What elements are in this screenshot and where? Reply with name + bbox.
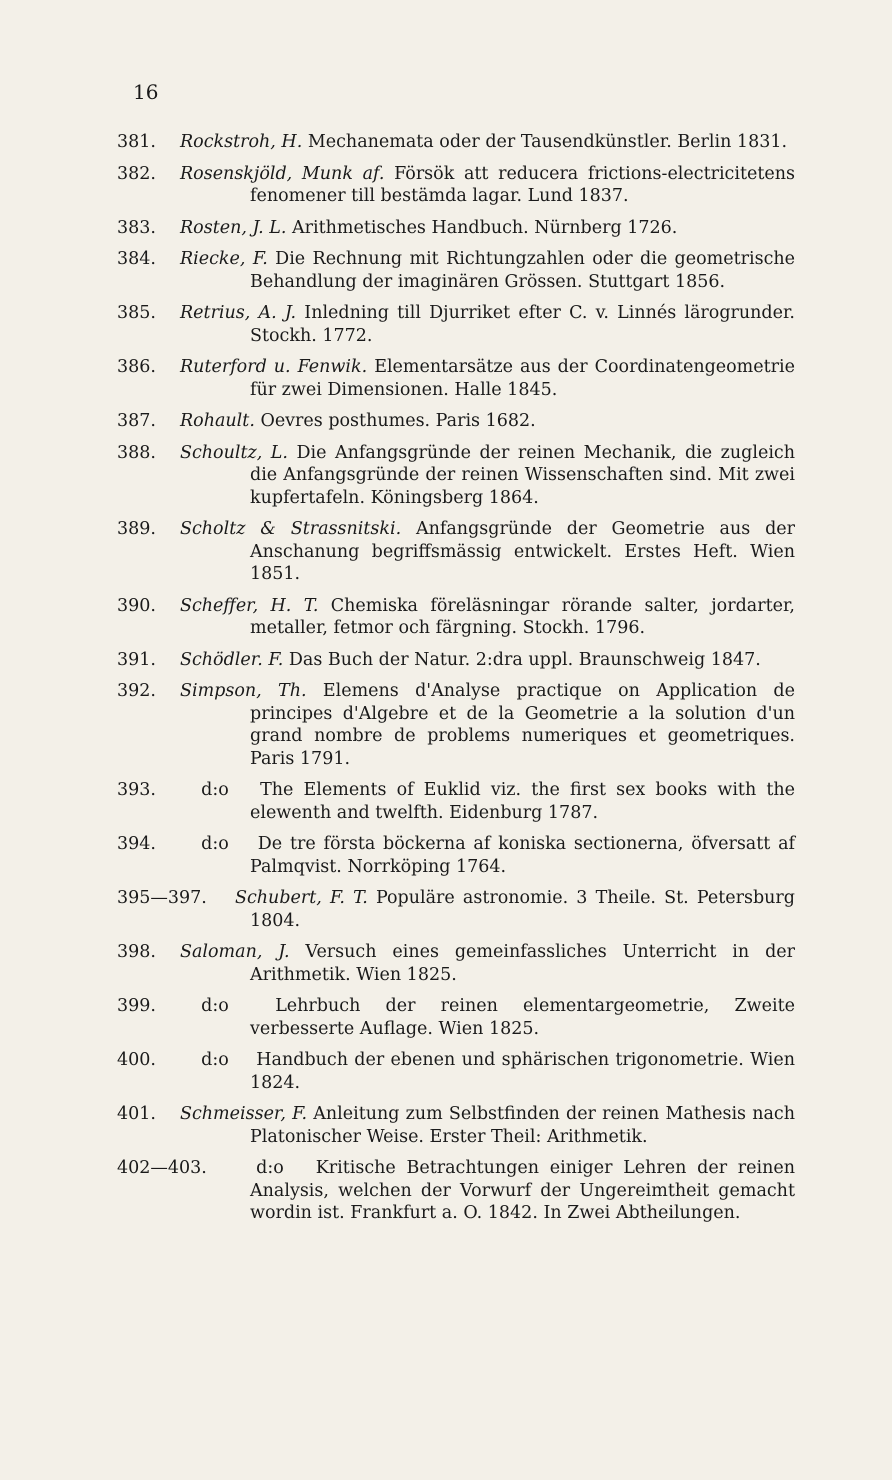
page-number: 16 [133, 80, 159, 104]
entry-number: 385. [117, 303, 156, 323]
entry-number: 384. [117, 249, 156, 269]
entry-author: Schödler. F. [180, 649, 284, 670]
entry-body [201, 833, 795, 878]
entry-author: Schmeisser, F. [180, 1104, 308, 1124]
entry-title: De tre första böckerna af koniska sectionerna, öfversatt af Palmqvist. Norrköping 1764. [250, 834, 795, 877]
entry-title: Die Rechnung mit Richtungzahlen oder die geometrische Behandlung der imaginären Grössen. Stuttgart 1856. [250, 249, 795, 292]
entry-number: 393. [117, 780, 156, 800]
list-item [0, 131, 892, 154]
list-item [0, 410, 892, 433]
entry-body [235, 887, 795, 932]
entry-number: 382. [117, 163, 156, 184]
entry-number: 390. [117, 595, 156, 616]
entry-body [180, 248, 795, 293]
entry-author: Rohault. [180, 411, 255, 431]
entry-number: 388. [117, 442, 156, 463]
entry-title: Die Anfangsgründe der reinen Mechanik, die zugleich die Anfangsgründe der reinen Wissenschaften sind. Mit zwei kupfertafeln. Köningsberg 1864. [250, 442, 795, 508]
list-item [0, 1049, 892, 1094]
entry-body [180, 356, 795, 401]
entry-title: Kritische Betrachtungen einiger Lehren der reinen Analysis, welchen der Vorwurf der Ungereimtheit gemacht wordin ist. Frankfurt a. O. 1842. In Zwei Abtheilungen. [250, 1158, 795, 1223]
entry-number: 398. [117, 942, 156, 962]
entry-body [201, 779, 795, 824]
list-item [0, 779, 892, 824]
entry-number: 387. [117, 411, 156, 431]
entry-author: Ruterford u. Fenwik. [180, 357, 368, 377]
entry-title: Mechanemata oder der Tausendkünstler. Berlin 1831. [307, 132, 788, 152]
entry-title: Lehrbuch der reinen elementargeometrie, Zweite verbesserte Auflage. Wien 1825. [250, 996, 795, 1039]
entry-title: The Elements of Euklid viz. the first sex books with the elewenth and twelfth. Eidenburg 1787. [250, 780, 795, 823]
list-item [0, 995, 892, 1040]
entry-list [0, 131, 892, 1234]
entry-body [180, 410, 795, 433]
entry-number: 401. [117, 1104, 156, 1124]
entry-body [180, 217, 795, 240]
entry-number: 381. [117, 132, 156, 152]
list-item [0, 356, 892, 401]
entry-ditto: d:o [201, 1050, 229, 1070]
list-item [0, 163, 892, 208]
entry-title: Elemens d'Analyse practique on Application de principes d'Algebre et de la Geometrie a la solution d'un grand nombre de problems numeriques et geometriques. Paris 1791. [250, 681, 795, 769]
entry-number: 399. [117, 996, 156, 1016]
entry-ditto: d:o [201, 834, 229, 854]
entry-title: Försök att reducera frictions-electricitetens fenomener till bestämda lagar. Lund 1837. [250, 163, 795, 206]
entry-author: Rosten, J. L. [180, 217, 287, 238]
entry-number: 395—397. [117, 888, 207, 908]
entry-number: 389. [117, 519, 156, 539]
list-item [0, 302, 892, 347]
entry-author: Scholtz & Strassnitski. [180, 519, 402, 539]
entry-body [180, 649, 795, 672]
entry-author: Rockstroh, H. [180, 132, 303, 152]
list-item [0, 217, 892, 240]
entry-body [250, 1157, 795, 1225]
entry-author: Scheffer, H. T. [180, 595, 319, 616]
entry-number: 392. [117, 681, 156, 701]
entry-body [180, 163, 795, 208]
entry-body [180, 680, 795, 770]
entry-author: Schoultz, L. [180, 442, 288, 463]
entry-title: Populäre astronomie. 3 Theile. St. Petersburg 1804. [250, 888, 795, 931]
list-item [0, 887, 892, 932]
entry-body [180, 1103, 795, 1148]
entry-body [201, 995, 795, 1040]
entry-number: 383. [117, 217, 156, 238]
entry-title: Elementarsätze aus der Coordinatengeometrie für zwei Dimensionen. Halle 1845. [250, 357, 795, 400]
entry-title: Das Buch der Natur. 2:dra uppl. Braunschweig 1847. [288, 649, 761, 670]
entry-body [180, 302, 795, 347]
list-item [0, 518, 892, 586]
entry-title: Oevres posthumes. Paris 1682. [260, 411, 536, 431]
entry-body [180, 595, 795, 640]
list-item [0, 595, 892, 640]
list-item [0, 680, 892, 770]
entry-author: Rosenskjöld, Munk af. [180, 163, 385, 184]
entry-body [201, 1049, 795, 1094]
entry-author: Schubert, F. T. [235, 888, 368, 908]
entry-title: Anleitung zum Selbstfinden der reinen Mathesis nach Platonischer Weise. Erster Theil: Arithmetik. [250, 1104, 795, 1147]
entry-number: 402—403. [117, 1158, 207, 1178]
entry-ditto: d:o [201, 996, 229, 1016]
entry-number: 386. [117, 357, 156, 377]
list-item [0, 649, 892, 672]
list-item [0, 442, 892, 510]
entry-title: Chemiska föreläsningar rörande salter, jordarter, metaller, fetmor och färgning. Stockh. 1796. [250, 595, 795, 638]
entry-number: 400. [117, 1050, 156, 1070]
entry-author: Riecke, F. [180, 249, 268, 269]
entry-title: Anfangsgründe der Geometrie aus der Anschanung begriffsmässig entwickelt. Erstes Heft. Wien 1851. [250, 519, 795, 584]
list-item [0, 1157, 892, 1225]
entry-body [180, 131, 795, 154]
entry-ditto: d:o [256, 1158, 284, 1178]
entry-body [180, 442, 795, 510]
list-item [0, 1103, 892, 1148]
list-item [0, 248, 892, 293]
entry-title: Handbuch der ebenen und sphärischen trigonometrie. Wien 1824. [250, 1050, 795, 1093]
list-item [0, 833, 892, 878]
entry-ditto: d:o [201, 780, 229, 800]
list-item [0, 941, 892, 986]
entry-number: 394. [117, 834, 156, 854]
entry-number: 391. [117, 649, 156, 670]
entry-body [180, 518, 795, 586]
entry-title: Arithmetisches Handbuch. Nürnberg 1726. [292, 217, 678, 238]
entry-body [180, 941, 795, 986]
entry-author: Retrius, A. J. [180, 303, 297, 323]
entry-author: Simpson, Th. [180, 681, 307, 701]
entry-title: Inledning till Djurriket efter C. v. Linnés lärogrunder. Stockh. 1772. [250, 303, 795, 346]
entry-title: Versuch eines gemeinfassliches Unterricht in der Arithmetik. Wien 1825. [250, 942, 795, 985]
entry-author: Saloman, J. [180, 942, 290, 962]
